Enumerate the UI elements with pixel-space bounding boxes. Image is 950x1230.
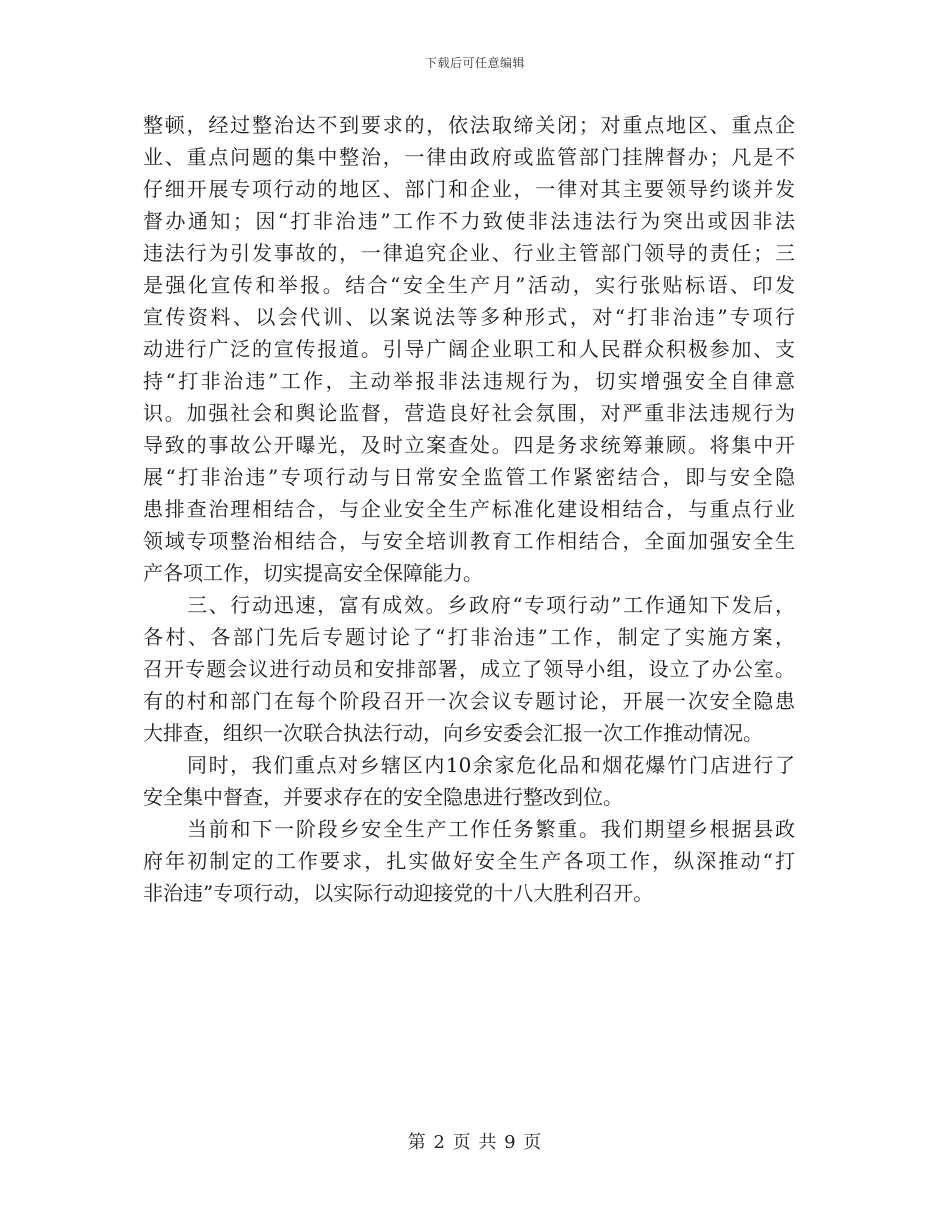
text-line: 安全集中督查，并要求存在的安全隐患进行整改到位。 [143,785,623,809]
text-line: 宣传资料、以会代训、以案说法等多种形式，对“打非治违”专项行 [143,305,795,329]
text-line: 同时，我们重点对乡辖区内10余家危化品和烟花爆竹门店进行了 [187,753,795,777]
text-line: 动进行广泛的宣传报道。引导广阔企业职工和人民群众积极参加、支 [143,337,795,361]
text-line: 领域专项整治相结合，与安全培训教育工作相结合，全面加强安全生 [143,529,795,553]
text-line: 非治违”专项行动，以实际行动迎接党的十八大胜利召开。 [143,881,654,905]
text-line: 业、重点问题的集中整治，一律由政府或监管部门挂牌督办；凡是不 [143,145,795,169]
text-line: 三、行动迅速，富有成效。乡政府“专项行动”工作通知下发后， [187,593,795,617]
document-body [143,109,795,909]
text-line: 是强化宣传和举报。结合“安全生产月”活动，实行张贴标语、印发 [143,273,795,297]
text-line: 整顿，经过整治达不到要求的，依法取缔关闭；对重点地区、重点企 [143,113,795,137]
text-line: 持“打非治违”工作，主动举报非法违规行为，切实增强安全自律意 [143,369,795,393]
text-line: 大排查，组织一次联合执法行动，向乡安委会汇报一次工作推动情况。 [143,721,763,745]
text-line: 患排查治理相结合，与企业安全生产标准化建设相结合，与重点行业 [143,497,795,521]
text-line: 有的村和部门在每个阶段召开一次会议专题讨论，开展一次安全隐患 [143,689,795,713]
text-line: 各村、各部门先后专题讨论了“打非治违”工作，制定了实施方案， [143,625,795,649]
text-line: 识。加强社会和舆论监督，营造良好社会氛围，对严重非法违规行为 [143,401,795,425]
text-line: 仔细开展专项行动的地区、部门和企业，一律对其主要领导约谈并发 [143,177,795,201]
text-line: 展“打非治违”专项行动与日常安全监管工作紧密结合，即与安全隐 [143,465,795,489]
text-line: 府年初制定的工作要求，扎实做好安全生产各项工作，纵深推动“打 [143,849,795,873]
page-footer: 第 2 页 共 9 页 [407,1132,543,1153]
text-line: 违法行为引发事故的，一律追究企业、行业主管部门领导的责任；三 [143,241,795,265]
text-line: 召开专题会议进行动员和安排部署，成立了领导小组，设立了办公室。 [143,657,795,681]
text-line: 导致的事故公开曝光，及时立案查处。四是务求统筹兼顾。将集中开 [143,433,795,457]
text-line: 当前和下一阶段乡安全生产工作任务繁重。我们期望乡根据县政 [187,817,795,841]
text-line: 督办通知；因“打非治违”工作不力致使非法违法行为突出或因非法 [143,209,795,233]
text-line: 产各项工作，切实提高安全保障能力。 [143,561,483,585]
page-header: 下载后可任意编辑 [424,56,525,70]
